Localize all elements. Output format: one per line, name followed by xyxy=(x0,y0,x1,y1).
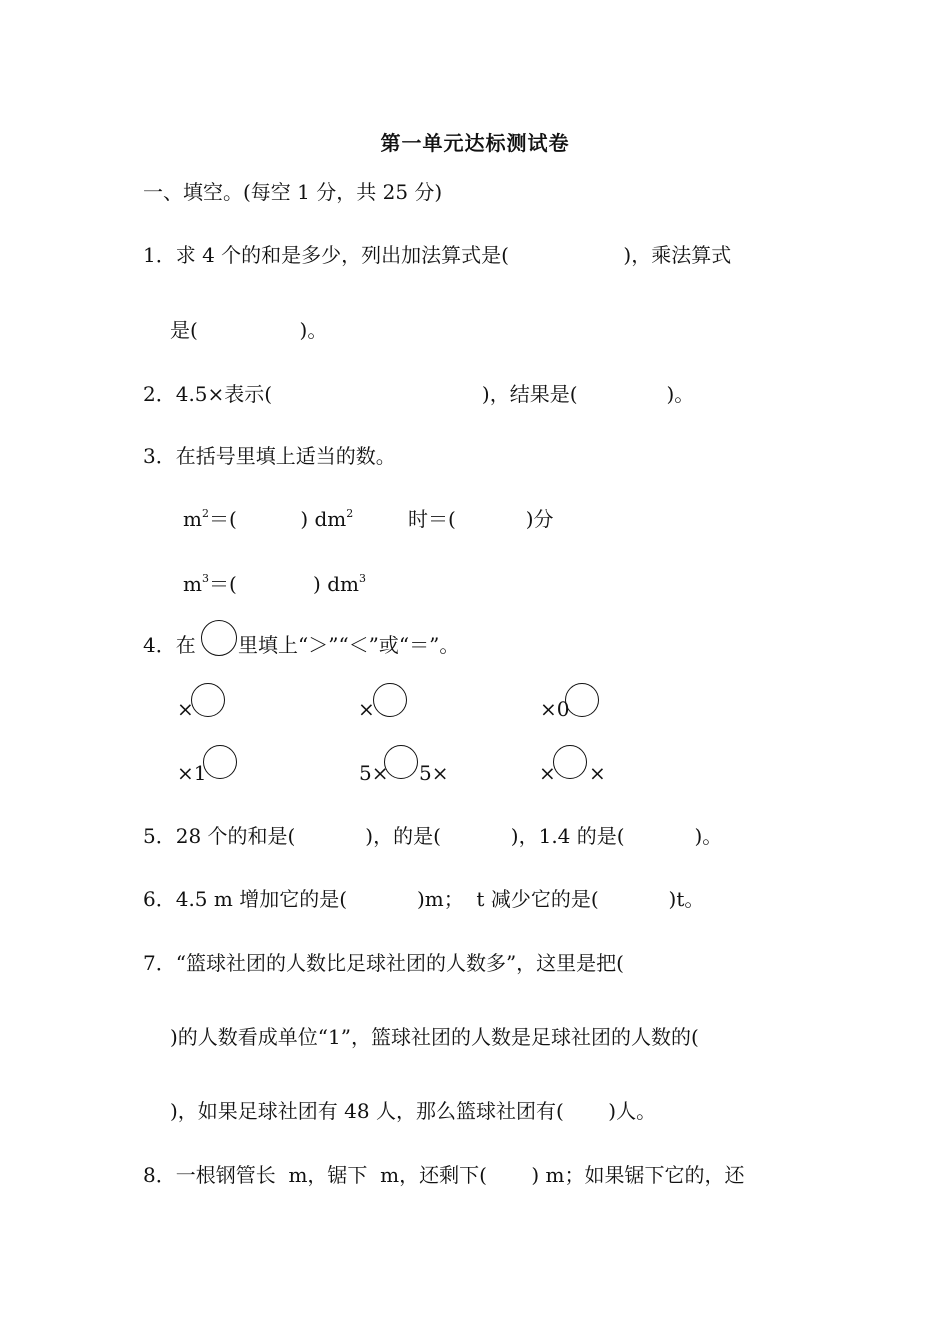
page-title: 第一单元达标测试卷 xyxy=(380,131,570,155)
question-6: 6．4.5 m 增加它的是( )m； t 减少它的是( )t。 xyxy=(143,887,705,911)
question-8: 8．一根钢管长 m，锯下 m，还剩下( ) m；如果锯下它的，还 xyxy=(143,1163,745,1187)
question-3-time-conversion: 时＝( )分 xyxy=(408,507,554,531)
question-4-row-2-c-left: × xyxy=(539,761,556,785)
question-4-row-2-b-left: 5× xyxy=(359,761,389,785)
question-3-volume-conversion: $m^3=$( ) $dm^3$ xyxy=(183,572,366,596)
question-1-line-1: 1．求 4 个的和是多少，列出加法算式是( )，乘法算式 xyxy=(143,243,732,267)
question-3-area-conversion: $m^2=$( ) $dm^2$ xyxy=(183,507,354,531)
question-4-row-2-b-right: 5× xyxy=(419,761,449,785)
question-4-stem-prefix: 4．在 xyxy=(143,633,196,657)
question-3-stem: 3．在括号里填上适当的数。 xyxy=(143,444,396,468)
question-4-row-1-b: × xyxy=(358,697,375,721)
question-2: 2．4.5×表示( )，结果是( )。 xyxy=(143,382,695,406)
answer-circle[interactable] xyxy=(384,745,418,779)
section-heading: 一、填空。(每空 1 分，共 25 分) xyxy=(143,180,443,204)
answer-circle[interactable] xyxy=(201,620,237,656)
question-4-row-1-c: ×0 xyxy=(540,697,570,721)
question-1-line-2: 是( )。 xyxy=(170,318,328,342)
answer-circle[interactable] xyxy=(191,683,225,717)
answer-circle[interactable] xyxy=(203,745,237,779)
question-5: 5．28 个的和是( )，的是( )，1.4 的是( )。 xyxy=(143,824,723,848)
answer-circle[interactable] xyxy=(373,683,407,717)
question-7-line-1: 7．“篮球社团的人数比足球社团的人数多”，这里是把( xyxy=(143,951,624,975)
question-4-row-2-a: ×1 xyxy=(177,761,207,785)
question-4-row-2-c-right: × xyxy=(589,761,606,785)
question-4-row-1-a: × xyxy=(177,697,194,721)
answer-circle[interactable] xyxy=(565,683,599,717)
question-4-stem-suffix: 里填上“＞”“＜”或“＝”。 xyxy=(238,633,460,657)
question-7-line-2: )的人数看成单位“1”，篮球社团的人数是足球社团的人数的( xyxy=(170,1025,699,1049)
answer-circle[interactable] xyxy=(553,745,587,779)
question-7-line-3: )，如果足球社团有 48 人，那么篮球社团有( )人。 xyxy=(170,1099,657,1123)
